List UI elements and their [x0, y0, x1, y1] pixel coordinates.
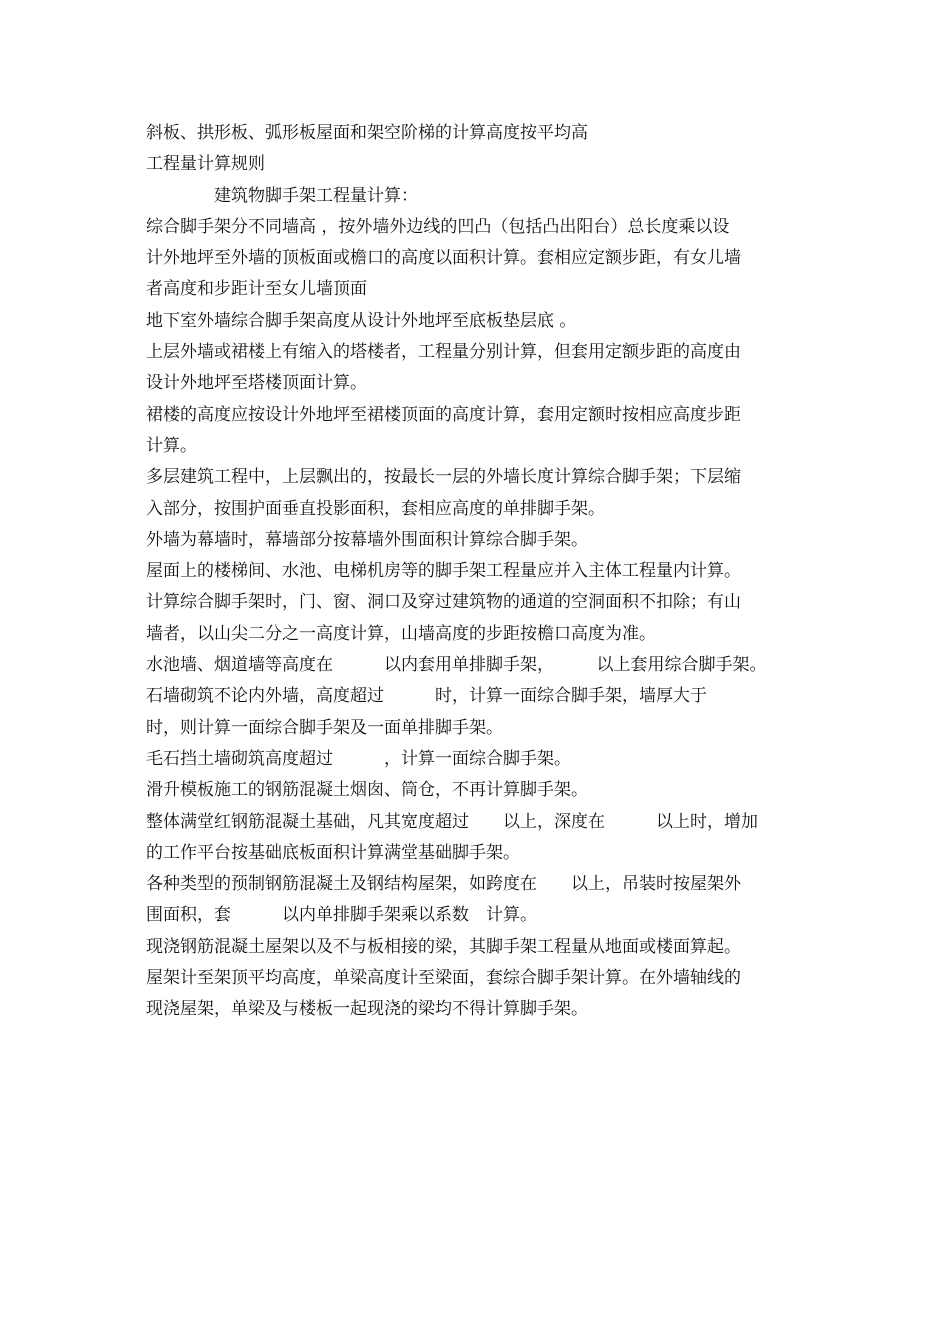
text-line: 整体满堂红钢筋混凝土基础，凡其宽度超过 以上，深度在 以上时，增加	[146, 811, 758, 832]
text-line: 外墙为幕墙时，幕墙部分按幕墙外围面积计算综合脚手架。	[146, 529, 588, 550]
text-line: 毛石挡土墙砌筑高度超过 ，计算一面综合脚手架。	[146, 748, 571, 769]
document-body	[146, 118, 812, 1026]
text-line: 计算。	[146, 435, 197, 456]
text-line: 各种类型的预制钢筋混凝土及钢结构屋架，如跨度在 以上，吊装时按屋架外	[146, 874, 741, 895]
text-line: 地下室外墙综合脚手架高度从设计外地坪至底板垫层底 。	[146, 310, 577, 331]
text-line: 上层外墙或裙楼上有缩入的塔楼者，工程量分别计算，但套用定额步距的高度由	[146, 342, 741, 363]
section-heading: 工程量计算规则	[146, 154, 265, 175]
text-line: 的工作平台按基础底板面积计算满堂基础脚手架。	[146, 842, 520, 863]
text-line: 者高度和步距计至女儿墙顶面	[146, 279, 367, 300]
text-line: 设计外地坪至塔楼顶面计算。	[146, 373, 367, 394]
text-line: 水池墙、烟道墙等高度在 以内套用单排脚手架， 以上套用综合脚手架。	[146, 655, 767, 676]
text-line: 屋面上的楼梯间、水池、电梯机房等的脚手架工程量应并入主体工程量内计算。	[146, 561, 741, 582]
text-line: 墙者，以山尖二分之一高度计算，山墙高度的步距按檐口高度为准。	[146, 623, 656, 644]
text-line: 屋架计至架顶平均高度，单梁高度计至梁面，套综合脚手架计算。在外墙轴线的	[146, 968, 741, 989]
text-line: 入部分，按围护面垂直投影面积，套相应高度的单排脚手架。	[146, 498, 605, 519]
text-line: 现浇屋架，单梁及与楼板一起现浇的梁均不得计算脚手架。	[146, 999, 588, 1020]
subsection-heading: 建筑物脚手架工程量计算：	[214, 185, 418, 206]
text-line: 裙楼的高度应按设计外地坪至裙楼顶面的高度计算，套用定额时按相应高度步距	[146, 404, 741, 425]
text-line: 计外地坪至外墙的顶板面或檐口的高度以面积计算。套相应定额步距，有女儿墙	[146, 248, 741, 269]
text-line: 石墙砌筑不论内外墙，高度超过 时，计算一面综合脚手架，墙厚大于	[146, 686, 707, 707]
text-line: 时，则计算一面综合脚手架及一面单排脚手架。	[146, 717, 503, 738]
text-line: 滑升模板施工的钢筋混凝土烟囱、筒仓，不再计算脚手架。	[146, 780, 588, 801]
text-line: 计算综合脚手架时，门、窗、洞口及穿过建筑物的通道的空洞面积不扣除；有山	[146, 592, 741, 613]
text-line: 现浇钢筋混凝土屋架以及不与板相接的梁，其脚手架工程量从地面或楼面算起。	[146, 936, 741, 957]
text-line: 围面积，套 以内单排脚手架乘以系数 计算。	[146, 905, 537, 926]
text-line: 多层建筑工程中，上层飘出的，按最长一层的外墙长度计算综合脚手架；下层缩	[146, 467, 741, 488]
text-line: 综合脚手架分不同墙高 ，按外墙外边线的凹凸（包括凸出阳台）总长度乘以设	[146, 216, 730, 237]
text-line: 斜板、拱形板、弧形板屋面和架空阶梯的计算高度按平均高	[146, 123, 588, 143]
